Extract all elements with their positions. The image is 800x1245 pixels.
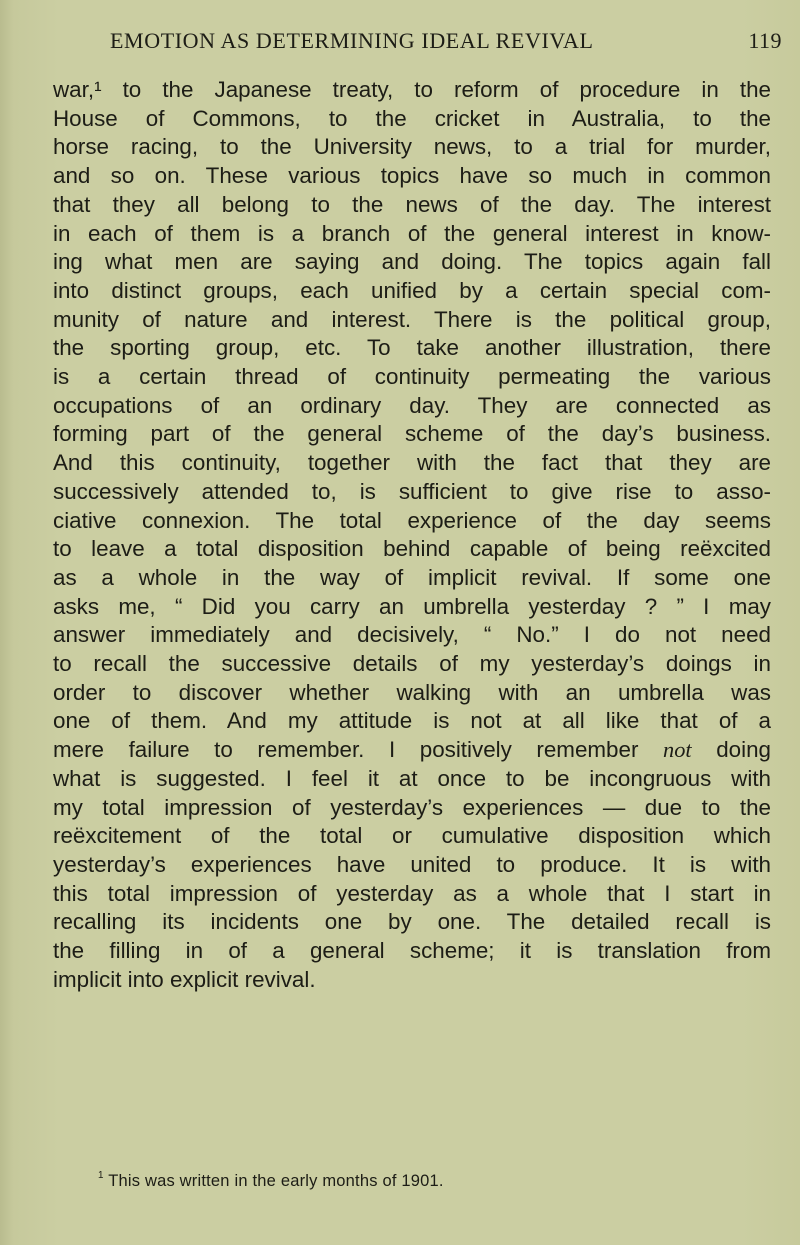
text-line: to recall the successive details of my yesterday’s doings in <box>53 651 771 677</box>
text-line: asks me, “ Did you carry an umbrella yesterday ? ” I may <box>53 593 771 619</box>
text-line: horse racing, to the University news, to a trial for murder, <box>53 134 771 160</box>
text-line: in each of them is a branch of the general interest in know- <box>53 220 771 246</box>
italic-word: not <box>663 737 692 763</box>
text-line: implicit into explicit revival. <box>53 966 316 992</box>
page-number: 119 <box>748 28 782 53</box>
text-line: ciative connexion. The total experience of the day seems <box>53 507 771 533</box>
footnote-marker: 1 <box>98 1170 104 1182</box>
text-line: reëxcitement of the total or cumulative disposition which <box>53 823 771 849</box>
text-line: to leave a total disposition behind capable of being reëxcited <box>53 536 771 562</box>
text-line: what is suggested. I feel it at once to be incongruous with <box>53 765 771 791</box>
text-line: ing what men are saying and doing. The topics again fall <box>53 249 771 275</box>
text-line: yesterday’s experiences have united to produce. It is with <box>53 851 771 877</box>
text-line: this total impression of yesterday as a whole that I start in <box>53 880 771 906</box>
text-segment: mere failure to remember. I positively remember <box>53 737 639 763</box>
text-line: one of them. And my attitude is not at all like that of a <box>53 708 771 734</box>
text-line: successively attended to, is sufficient to give rise to asso- <box>53 478 771 504</box>
body-paragraph <box>53 76 771 995</box>
footnote <box>98 1172 444 1191</box>
text-line: is a certain thread of continuity permeating the various <box>53 364 771 390</box>
text-line: answer immediately and decisively, “ No.” I do not need <box>53 622 771 648</box>
text-line: the filling in of a general scheme; it is translation from <box>53 938 771 964</box>
text-line: forming part of the general scheme of the day’s business. <box>53 421 771 447</box>
running-header <box>110 28 782 54</box>
text-line: And this continuity, together with the fact that they are <box>53 450 771 476</box>
text-line: as a whole in the way of implicit revival. If some one <box>53 564 771 590</box>
running-title: EMOTION AS DETERMINING IDEAL REVIVAL <box>110 28 594 53</box>
text-line: order to discover whether walking with an umbrella was <box>53 679 771 705</box>
text-line: the sporting group, etc. To take another illustration, there <box>53 335 771 361</box>
text-line: my total impression of yesterday’s experiences — due to the <box>53 794 771 820</box>
text-line: into distinct groups, each unified by a certain special com- <box>53 277 771 303</box>
text-line-with-italic <box>53 736 771 765</box>
text-line: munity of nature and interest. There is the political group, <box>53 306 771 332</box>
text-line: and so on. These various topics have so much in common <box>53 163 771 189</box>
text-line: war,¹ to the Japanese treaty, to reform of procedure in the <box>53 77 771 102</box>
text-line: that they all belong to the news of the day. The interest <box>53 191 771 217</box>
text-segment: doing <box>716 737 771 763</box>
footnote-text: This was written in the early months of 1901. <box>108 1172 444 1190</box>
text-line: House of Commons, to the cricket in Australia, to the <box>53 105 771 131</box>
text-line: occupations of an ordinary day. They are connected as <box>53 392 771 418</box>
text-line: recalling its incidents one by one. The detailed recall is <box>53 909 771 935</box>
